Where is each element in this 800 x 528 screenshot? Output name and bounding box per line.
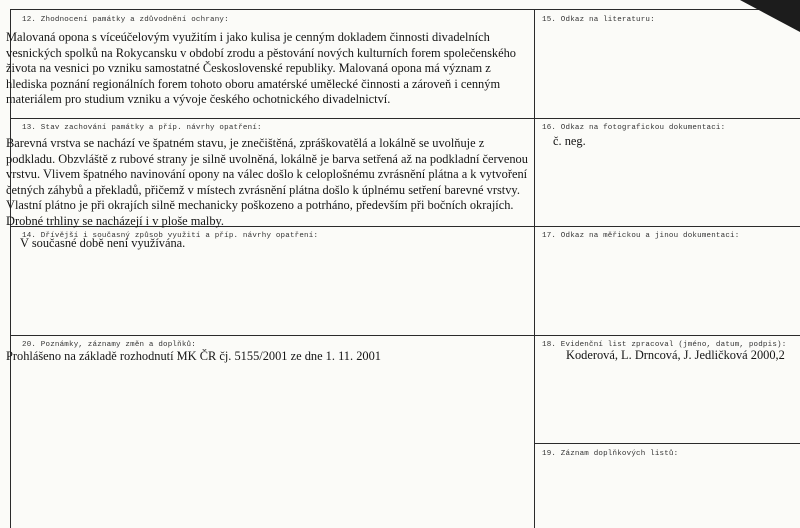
section-16-text: č. neg. (553, 134, 586, 148)
section-13-text: Barevná vrstva se nachází ve špatném stavu, je znečištěná, zpráškovatělá a lokálně se uvolňuje z podkladu. Obzvláště z rubové strany je silně uvolněná, lokálně je barva setřená až na podkladní červenou vrstvu. Vlivem špatného navinování opony na válec došlo k celoplošnému zvrásnění plátna a k vytvoření četných záhybů a překladů, přičemž v místech zvrásnění plátna došlo k úplnému setření barevné vrstvy. Vlastní plátno je při okrajích silně mechanicky poškozeno a potrháno, především při bočních okrajích. Drobné trhliny se nacházejí i v ploše malby. (6, 136, 528, 228)
section-14-label: 14. Dřívější i současný způsob využití a příp. návrhy opatření: (22, 232, 319, 240)
section-20-label: 20. Poznámky, záznamy změn a doplňků: (22, 341, 196, 349)
scan-corner-shadow (740, 0, 800, 32)
section-18-text: Koderová, L. Drncová, J. Jedličková 2000,2 (566, 348, 785, 362)
section-12-label: 12. Zhodnocení památky a zdůvodnění ochrany: (22, 16, 229, 24)
divider-right-row4 (534, 443, 800, 444)
section-17-label: 17. Odkaz na měřickou a jinou dokumentaci: (542, 232, 740, 240)
section-20-text: Prohlášeno na základě rozhodnutí MK ČR čj. 5155/2001 ze dne 1. 11. 2001 (6, 349, 381, 363)
section-19-label: 19. Záznam doplňkových listů: (542, 450, 679, 458)
column-divider (534, 9, 535, 528)
border-top (10, 9, 800, 10)
divider-row1 (10, 118, 800, 119)
section-14-text: V současné době není využívána. (20, 236, 186, 250)
divider-row3 (10, 335, 800, 336)
section-16-label: 16. Odkaz na fotografickou dokumentaci: (542, 124, 726, 132)
section-18-label: 18. Evidenční list zpracoval (jméno, datum, podpis): (542, 341, 787, 349)
section-12-text: Malovaná opona s víceúčelovým využitím i jako kulisa je cenným dokladem činnosti divadelních vesnických spolků na Rokycansku v období zrodu a pěstování nových kulturních forem společenského života na vesnici po vzniku samostatné Československé republiky. Malovaná opona má význam z hlediska poznání regionálních forem tohoto oboru amatérské umělecké činnosti a zároveň i cenným materiálem pro studium vzniku a vývoje českého ochotnického divadelnictví. (6, 30, 516, 107)
section-15-label: 15. Odkaz na literaturu: (542, 16, 655, 24)
section-13-label: 13. Stav zachování památky a příp. návrhy opatření: (22, 124, 262, 132)
